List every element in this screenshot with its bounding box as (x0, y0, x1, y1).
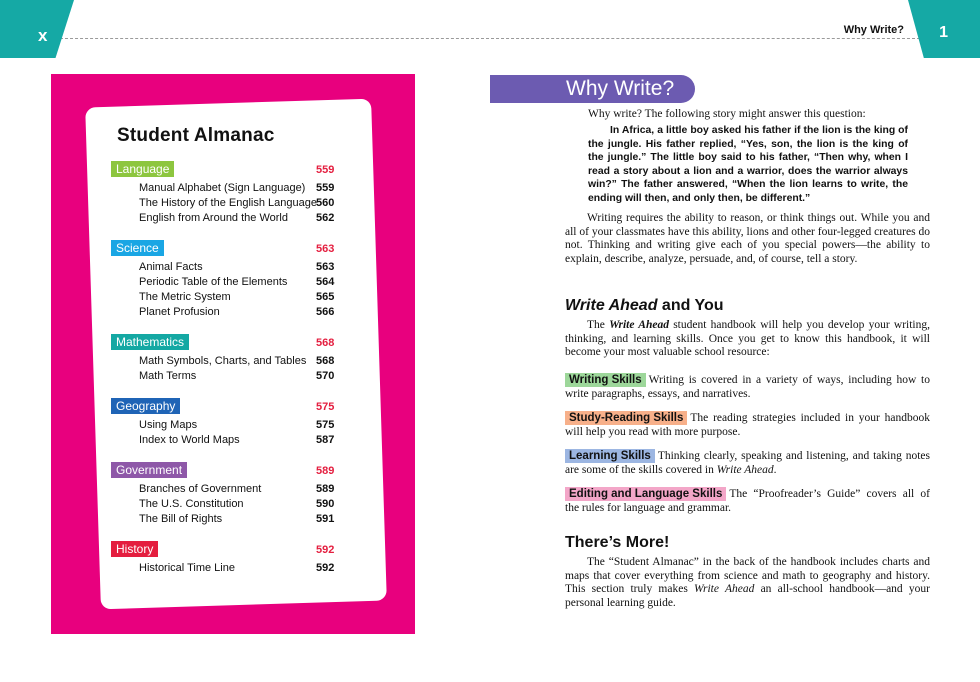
skill-text: The reading strategies included in your handbook will help you read with more purpose. (565, 412, 930, 438)
story-quote: In Africa, a little boy asked his father if the lion is the king of the jungle. His father replied, “Yes, son, the lion is the king of the jungle.” The little boy said to his father, “Then why, when I read a story about a lion and a warrior, does the warrior always win?” The father answered, “When the lion learns to write, the ending will then, and only then, be different.” (588, 125, 908, 204)
heading-theres-more: There’s More! (565, 534, 670, 551)
skill-after: . (773, 463, 777, 476)
skill-italic: Write Ahead (716, 463, 774, 476)
almanac-item-page: 564 (316, 276, 335, 288)
section-page-geography: 575 (316, 401, 335, 413)
skill-text: Writing is covered in a variety of ways, including how to write paragraphs, essays, and narratives. (565, 374, 930, 400)
heading-rest: and You (657, 297, 724, 314)
almanac-item-page: 566 (316, 306, 335, 318)
intro-text: Why write? The following story might answer this question: (588, 108, 866, 120)
paragraph-1: Writing requires the ability to reason, or think things out. While you and all of your classmates have this ability, lions and other four-legged creatures do not. Thinking and writing give each of you special powers—the ability to explain, describe, analyze, persuade, and, of course, tell a story. (565, 212, 930, 265)
almanac-item[interactable]: Planet Profusion (139, 306, 220, 318)
skill-tag-editing[interactable]: Editing and Language Skills (565, 487, 726, 501)
almanac-item[interactable]: Index to World Maps (139, 434, 240, 446)
almanac-item-page: 590 (316, 498, 335, 510)
skill-study-reading (565, 411, 930, 439)
skill-text: Thinking clearly, speaking and listening, and taking notes are some of the skills covered in (565, 450, 930, 476)
section-heading-history[interactable]: History (111, 541, 158, 557)
paragraph-2 (565, 319, 930, 360)
section-heading-government[interactable]: Government (111, 462, 187, 478)
paragraph-3 (565, 556, 930, 610)
section-heading-language[interactable]: Language (111, 161, 174, 177)
almanac-item[interactable]: English from Around the World (139, 212, 288, 224)
almanac-item[interactable]: Using Maps (139, 419, 198, 431)
running-head: Why Write? (843, 24, 904, 36)
almanac-item[interactable]: Historical Time Line (139, 562, 235, 574)
section-page-history: 592 (316, 544, 335, 556)
almanac-item[interactable]: The U.S. Constitution (139, 498, 244, 510)
section-page-government: 589 (316, 465, 335, 477)
skill-editing (565, 487, 930, 515)
almanac-item[interactable]: Math Symbols, Charts, and Tables (139, 355, 307, 367)
almanac-item[interactable]: Branches of Government (139, 483, 262, 495)
section-heading-mathematics[interactable]: Mathematics (111, 334, 189, 350)
almanac-item-page: 568 (316, 355, 335, 367)
almanac-item[interactable]: The History of the English Language (139, 197, 317, 209)
para2-end: student handbook will help you develop your writing, thinking, and learning skills. Once you get to know this handbook, it will become your most valuable school resource: (565, 319, 930, 359)
almanac-item-page: 575 (316, 419, 335, 431)
almanac-item[interactable]: Math Terms (139, 370, 197, 382)
almanac-item-page: 591 (316, 513, 335, 525)
almanac-item-page: 562 (316, 212, 335, 224)
almanac-item[interactable]: Animal Facts (139, 261, 203, 273)
almanac-item-page: 592 (316, 562, 335, 574)
almanac-item-page: 570 (316, 370, 335, 382)
almanac-item-page: 565 (316, 291, 335, 303)
skill-text: The “Proofreader’s Guide” covers all of the rules for language and grammar. (565, 488, 930, 514)
almanac-item[interactable]: The Bill of Rights (139, 513, 223, 525)
almanac-item-page: 560 (316, 197, 335, 209)
heading-write-ahead (565, 297, 724, 315)
almanac-title: Student Almanac (117, 125, 275, 146)
heading-italic: Write Ahead (565, 297, 658, 314)
skill-learning (565, 449, 930, 477)
skill-writing (565, 373, 930, 401)
almanac-item-page: 563 (316, 261, 335, 273)
skill-tag-learning[interactable]: Learning Skills (565, 449, 655, 463)
almanac-item[interactable]: Manual Alphabet (Sign Language) (139, 182, 306, 194)
para2-italic: Write Ahead (609, 319, 669, 331)
header-rule (60, 38, 920, 39)
left-page-number: x (38, 26, 48, 45)
section-page-science: 563 (316, 243, 335, 255)
para3-start: The “Student Almanac” in the back of the handbook includes charts and maps that cover everything from science and math to geography and history. This section truly makes (565, 556, 930, 596)
section-heading-science[interactable]: Science (111, 240, 164, 256)
right-page-number: 1 (939, 24, 948, 41)
left-page-tab (0, 0, 74, 58)
section-heading-geography[interactable]: Geography (111, 398, 180, 414)
skill-tag-writing[interactable]: Writing Skills (565, 373, 646, 387)
almanac-item[interactable]: The Metric System (139, 291, 231, 303)
section-page-language: 559 (316, 164, 335, 176)
section-page-mathematics: 568 (316, 337, 335, 349)
para2-start: The (587, 319, 610, 331)
para3-italic: Write Ahead (694, 583, 755, 596)
almanac-item-page: 589 (316, 483, 335, 495)
skill-tag-study-reading[interactable]: Study-Reading Skills (565, 411, 687, 425)
almanac-item[interactable]: Periodic Table of the Elements (139, 276, 288, 288)
almanac-item-page: 587 (316, 434, 335, 446)
page-title: Why Write? (490, 75, 695, 103)
almanac-item-page: 559 (316, 182, 335, 194)
para3-end: an all-school handbook—and your personal learning guide. (565, 583, 930, 609)
